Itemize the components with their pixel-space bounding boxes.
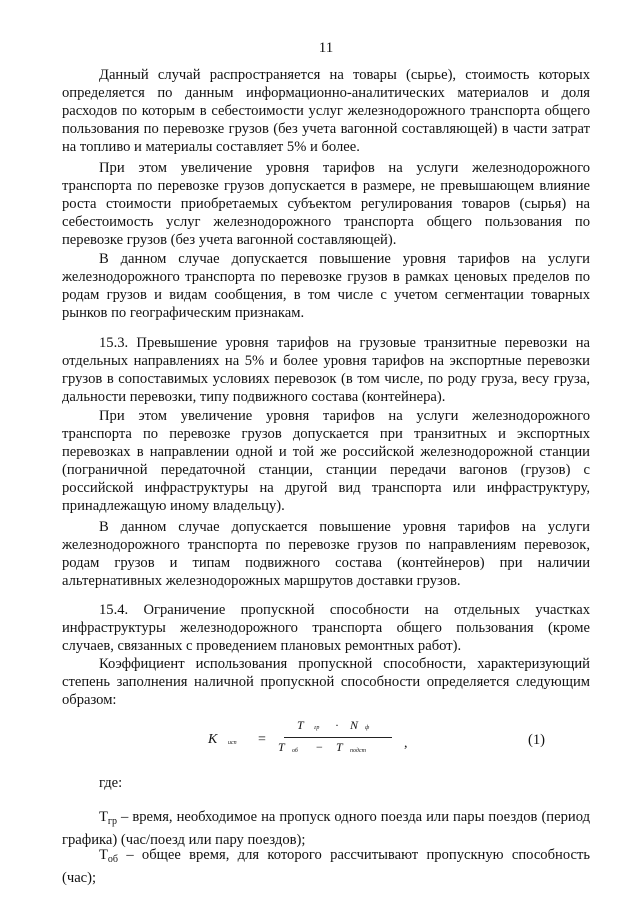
definition-t-gr-subscript: гр bbox=[107, 816, 118, 827]
definition-t-gr-symbol: Т bbox=[99, 809, 108, 825]
paragraph-section-15-3: 15.3. Превышение уровня тарифов на грузовые транзитные перевозки на отдельных направлениях на 5% и более уровня тарифов на экспортные перевозки грузов в сопоставимых условиях перевозок (в том числе, по роду груза, весу груза, дальности перевозки, типу подвижного состава (контейнера). bbox=[62, 335, 590, 405]
definition-t-gr-text: – время, необходимое на пропуск одного поезда или пары поездов (период графика) (час/поезд или пару поездов); bbox=[62, 809, 590, 848]
paragraph-5: При этом увеличение уровня тарифов на услуги железнодорожного транспорта по перевозке грузов допускается при транзитных и экспортных перевозках в направлении одной и той же российской железнодорожной станции (пограничной передаточной станции, станции передачи вагонов (грузов) с российской инфраструктуры на другой вид транспорта или инфраструктуру, принадлежащую иному владельцу). bbox=[62, 408, 590, 514]
definition-t-ob bbox=[62, 846, 590, 887]
definition-t-gr bbox=[62, 808, 590, 849]
paragraph-2: При этом увеличение уровня тарифов на услуги железнодорожного транспорта по перевозке грузов допускается в размере, не превышающем влияние роста стоимости приобретаемых субъектом регулирования товаров (сырья) на себестоимость услуг железнодорожного транспорта общего пользования по перевозке грузов (без учета вагонной составляющей). bbox=[62, 160, 590, 248]
definition-t-ob-text: – общее время, для которого рассчитывают пропускную способность (час); bbox=[62, 847, 590, 886]
paragraph-3: В данном случае допускается повышение уровня тарифов на услуги железнодорожного транспорта по перевозке грузов в рамках ценовых пределов по родам грузов и видам сообщения, в том числе с учетом сегментации товарных рынков по географическим признакам. bbox=[62, 251, 590, 321]
paragraph-section-15-4: 15.4. Ограничение пропускной способности на отдельных участках инфраструктуры железнодорожного транспорта общего пользования (кроме случаев, связанных с проведением плановых ремонтных работ). bbox=[62, 602, 590, 654]
formula-t-ob: Т bbox=[278, 740, 285, 754]
formula-equals: = bbox=[258, 732, 266, 747]
formula-n: N bbox=[350, 718, 359, 732]
formula-1 bbox=[62, 718, 590, 768]
paragraph-1: Данный случай распространяется на товары (сырье), стоимость которых определяется по данным информационно-аналитических материалов и доля расходов по которым в себестоимости услуг железнодорожного транспорта общего пользования по перевозке грузов (без учета вагонной составляющей) в части затрат на топливо и материалы составляет 5% и более. bbox=[62, 67, 590, 155]
definition-t-ob-symbol: Т bbox=[99, 847, 108, 863]
formula-minus: − bbox=[316, 740, 323, 754]
formula-comma: , bbox=[404, 736, 408, 751]
definition-t-ob-subscript: об bbox=[107, 854, 119, 865]
formula-t-pods: Т bbox=[336, 740, 343, 754]
formula-t-pods-subscript: подст bbox=[350, 748, 366, 754]
formula-fraction-bar bbox=[284, 737, 392, 738]
paragraph-8: Коэффициент использования пропускной способности, характеризующий степень заполнения наличной пропускной способности определяется следующим образом: bbox=[62, 656, 590, 708]
page-number: 11 bbox=[318, 40, 334, 56]
formula-k: К bbox=[208, 732, 218, 747]
formula-number: (1) bbox=[528, 732, 546, 748]
formula-t-ob-subscript: об bbox=[292, 748, 298, 754]
formula-t-gr-subscript: гр bbox=[314, 725, 320, 731]
formula-n-subscript: ф bbox=[365, 725, 370, 731]
where-label: где: bbox=[99, 775, 123, 791]
paragraph-6: В данном случае допускается повышение уровня тарифов на услуги железнодорожного транспорта по перевозке грузов по направлениям перевозок, родам грузов и типам подвижного состава (контейнеров) при наличии альтернативных железнодорожных маршрутов доставки грузов. bbox=[62, 519, 590, 589]
formula-k-subscript: исп bbox=[228, 740, 237, 746]
formula-t-gr: Т bbox=[297, 718, 304, 732]
formula-dot: · bbox=[335, 718, 339, 732]
